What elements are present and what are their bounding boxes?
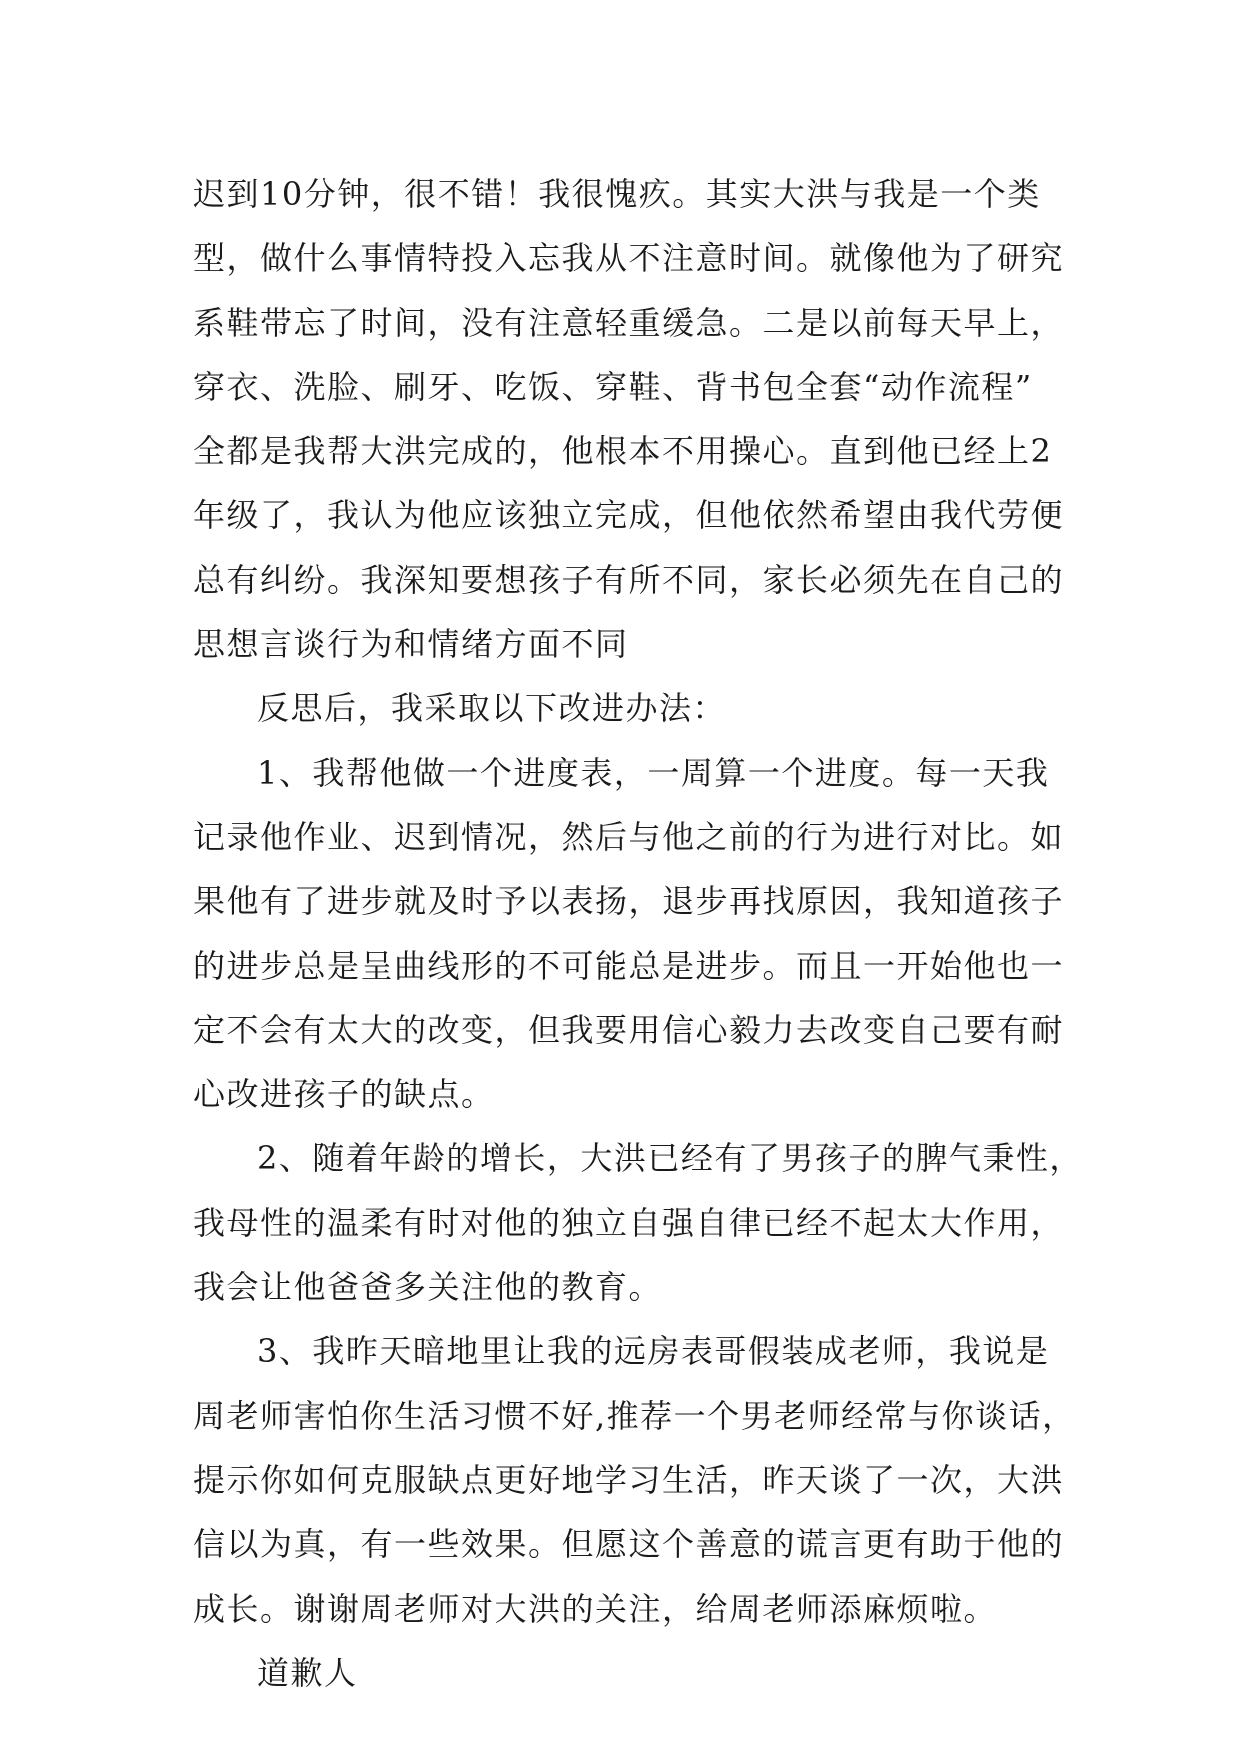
paragraph-start-line: 2、随着年龄的增长，大洪已经有了男孩子的脾气秉性， bbox=[257, 1139, 1083, 1178]
text-line: 成长。谢谢周老师对大洪的关注，给周老师添麻烦啦。 bbox=[193, 1589, 998, 1628]
signature-label: 道歉人 bbox=[257, 1653, 358, 1692]
text-line: 总有纠纷。我深知要想孩子有所不同，家长必须先在自己的 bbox=[193, 560, 1065, 599]
text-line: 定不会有太大的改变，但我要用信心毅力去改变自己要有耐 bbox=[193, 1010, 1065, 1049]
text-line: 我会让他爸爸多关注他的教育。 bbox=[193, 1268, 663, 1307]
text-line: 年级了，我认为他应该独立完成，但他依然希望由我代劳便 bbox=[193, 496, 1065, 535]
text-line: 思想言谈行为和情绪方面不同 bbox=[193, 625, 629, 664]
paragraph-start-line: 3、我昨天暗地里让我的远房表哥假装成老师，我说是 bbox=[257, 1332, 1050, 1371]
text-line: 果他有了进步就及时予以表扬，退步再找原因，我知道孩子 bbox=[193, 882, 1065, 921]
text-line: 我母性的温柔有时对他的独立自强自律已经不起太大作用， bbox=[193, 1203, 1065, 1242]
text-line: 心改进孩子的缺点。 bbox=[193, 1075, 495, 1114]
text-line: 迟到10分钟，很不错！我很愧疚。其实大洪与我是一个类 bbox=[193, 175, 1041, 213]
text-line: 信以为真，有一些效果。但愿这个善意的谎言更有助于他的 bbox=[193, 1525, 1065, 1564]
text-line: 系鞋带忘了时间，没有注意轻重缓急。二是以前每天早上， bbox=[193, 303, 1065, 342]
text-line: 记录他作业、迟到情况，然后与他之前的行为进行对比。如 bbox=[193, 817, 1065, 856]
text-line: 穿衣、洗脸、刷牙、吃饭、穿鞋、背书包全套“动作流程” bbox=[193, 367, 1033, 406]
text-line: 的进步总是呈曲线形的不可能总是进步。而且一开始他也一 bbox=[193, 946, 1065, 985]
text-line: 全都是我帮大洪完成的，他根本不用操心。直到他已经上2 bbox=[193, 432, 1053, 471]
text-line: 提示你如何克服缺点更好地学习生活，昨天谈了一次，大洪 bbox=[193, 1460, 1065, 1499]
text-line: 周老师害怕你生活习惯不好,推荐一个男老师经常与你谈话， bbox=[193, 1396, 1076, 1435]
paragraph-start-line: 反思后，我采取以下改进办法： bbox=[257, 689, 727, 728]
paragraph-start-line: 1、我帮他做一个进度表，一周算一个进度。每一天我 bbox=[257, 753, 1050, 792]
text-line: 型，做什么事情特投入忘我从不注意时间。就像他为了研究 bbox=[193, 239, 1065, 278]
letter-body bbox=[193, 162, 1083, 1705]
